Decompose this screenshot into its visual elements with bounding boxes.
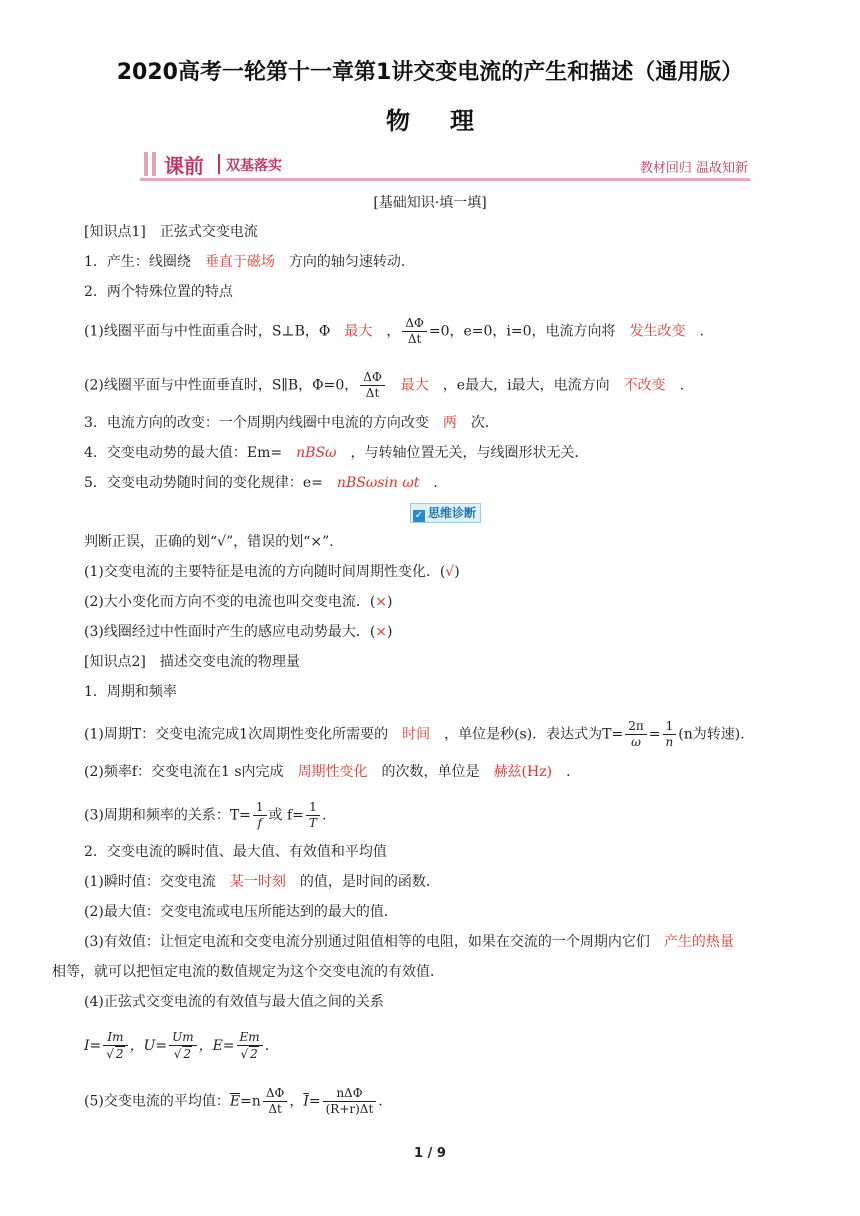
kp1-line-7: 5．交变电动势随时间的变化规律：e= nBSωsin ωt .	[84, 475, 438, 491]
page-number: 1 / 9	[414, 1146, 446, 1161]
kp2-relation-formula: I= $\frac{Im}{√ 2}$ ，U= $\frac{Um}{√ 2}$ ，E= $\frac{Em}{√ 2}$ .	[84, 1030, 270, 1061]
judge-intro: 判断正误，正确的划“√”，错误的划“×”．	[84, 534, 344, 550]
kp1-line-2: 2．两个特殊位置的特点	[84, 284, 233, 300]
subject-title: 物理	[386, 107, 514, 135]
thinking-diagnosis-badge: ✓ 思维诊断	[410, 503, 481, 523]
kp1-title: [知识点1] 正弦式交变电流	[84, 224, 258, 240]
kp1-line-3: (1)线圈平面与中性面重合时，S⊥B，Φ 最大 ， $\frac{\Delta\Phi}{\Delta t}$ =0，e=0，i=0，电流方向将 发生改变 .	[84, 316, 705, 346]
section-heading: [基础知识·填一填]	[373, 195, 487, 211]
kp1-line-5: 3．电流方向的改变：一个周期内线圈中电流的方向改变 两 次．	[84, 415, 499, 431]
kp2-average: (5)交变电流的平均值：$\overline{E}=n$ $\frac{\Delta\Phi}{\Delta t}$ ，$\overline{I}=$ $\frac{\text{nΔΦ}}{(R+r)\Delta t}$ .	[84, 1086, 383, 1116]
kp2-relation-intro: (4)正弦式交变电流的有效值与最大值之间的关系	[84, 994, 384, 1010]
kp2-effective: (3)有效值：让恒定电流和交变电流分别通过阻值相等的电阻，如果在交流的一个周期内它们 产生的热量	[84, 934, 734, 950]
kp2-period: (1)周期T：交变电流完成1次周期性变化所需要的 时间 ，单位是秒(s)．表达式为T= $\frac{2\pi}{\omega}$ = $\frac{1}{n}$ (n为转速)．	[84, 719, 755, 749]
banner-right-text: 教材回归 温故知新	[639, 161, 748, 176]
kp2-instant: (1)瞬时值：交变电流 某一时刻 的值，是时间的函数．	[84, 874, 440, 890]
kp2-max: (2)最大值：交变电流或电压所能达到的最大的值．	[84, 904, 398, 920]
banner-bars-icon	[144, 152, 162, 176]
kp2-effective-cont: 相等，就可以把恒定电流的数值规定为这个交变电流的有效值．	[52, 964, 444, 980]
banner-prefix: 课前	[164, 154, 204, 178]
banner-subtitle: 双基落实	[226, 158, 282, 174]
kp2-relation: (3)周期和频率的关系：T= $\frac{1}{f}$ 或 f= $\frac{1}{T}$ .	[84, 800, 327, 830]
judge-item-2: (2)大小变化而方向不变的电流也叫交变电流．(×)	[84, 594, 393, 610]
kp1-line-1: 1．产生：线圈绕 垂直于磁场 方向的轴匀速转动．	[84, 254, 415, 270]
check-icon: ✓	[414, 510, 424, 521]
section-banner	[140, 150, 750, 181]
kp2-section-1: 1．周期和频率	[84, 684, 177, 700]
kp2-section-2: 2．交变电流的瞬时值、最大值、有效值和平均值	[84, 844, 387, 860]
judge-item-3: (3)线圈经过中性面时产生的感应电动势最大．(×)	[84, 624, 393, 640]
kp1-line-6: 4．交变电动势的最大值：Em= nBSω ，与转轴位置无关，与线圈形状无关．	[84, 445, 589, 461]
kp1-line-4: (2)线圈平面与中性面垂直时，S∥B，Φ=0， $\frac{\Delta\Phi}{\Delta t}$ 最大 ，e最大，i最大，电流方向 不改变 .	[84, 370, 685, 400]
document-title: 2020高考一轮第十一章第1讲交变电流的产生和描述（通用版）	[116, 60, 744, 85]
judge-item-1: (1)交变电流的主要特征是电流的方向随时间周期性变化．(√)	[84, 564, 460, 580]
kp2-frequency: (2)频率f：交变电流在1 s内完成 周期性变化 的次数，单位是 赫兹(Hz) .	[84, 764, 571, 780]
kp2-title: [知识点2] 描述交变电流的物理量	[84, 654, 300, 670]
